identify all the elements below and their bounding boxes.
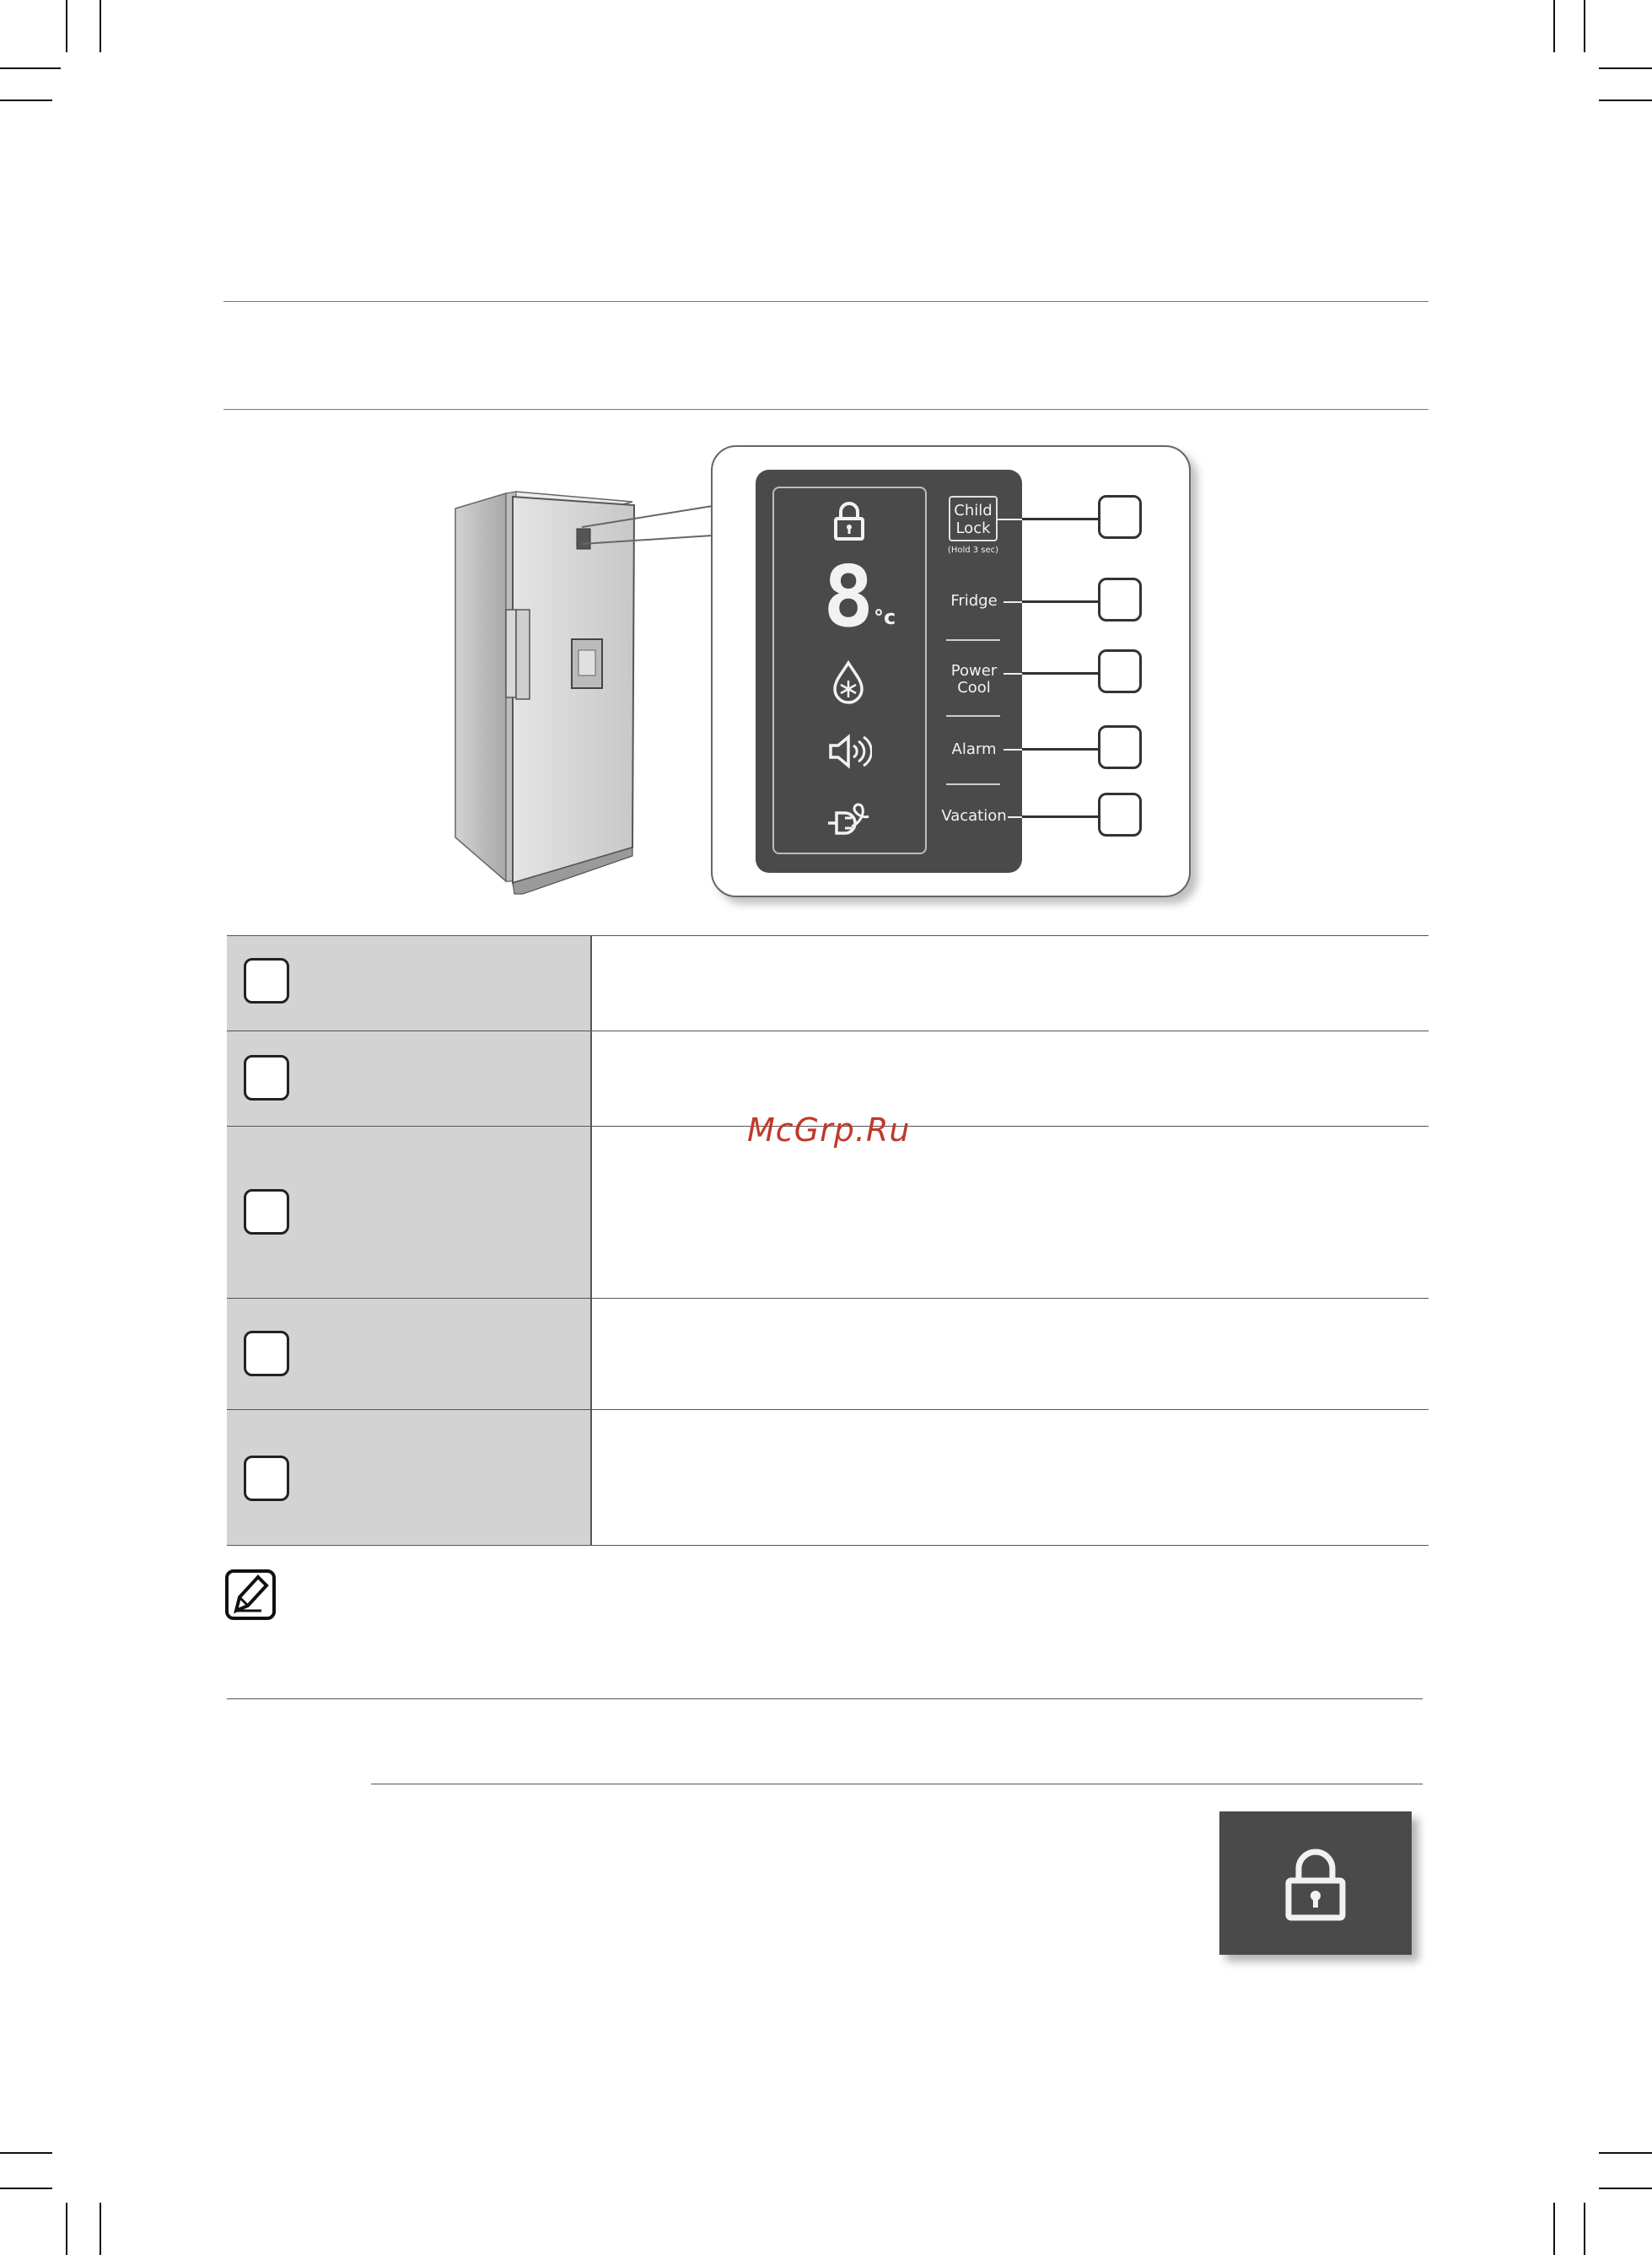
leader-line <box>1022 748 1103 751</box>
leader-line <box>998 519 1022 520</box>
table-column-divider <box>590 935 592 1545</box>
table-row-2-number-box <box>244 1055 289 1101</box>
alarm-button[interactable]: Alarm <box>951 740 997 758</box>
crop-mark <box>1553 2203 1555 2255</box>
zoom-lines <box>582 502 717 552</box>
fridge-button[interactable]: Fridge <box>950 592 998 610</box>
crop-mark <box>1553 0 1555 52</box>
table-row-1-number-box <box>244 958 289 1004</box>
table-rule <box>227 935 1429 936</box>
crop-mark <box>1584 0 1585 52</box>
callout-box-3 <box>1098 649 1142 693</box>
crop-mark <box>100 0 101 52</box>
leader-line <box>1022 600 1103 603</box>
leader-line <box>1022 815 1103 818</box>
callout-box-1 <box>1098 495 1142 539</box>
temperature-digit: 8 <box>823 547 874 646</box>
vacation-button[interactable]: Vacation <box>941 807 1007 825</box>
power-cool-button-line2[interactable]: Cool <box>957 679 991 697</box>
crop-mark <box>100 2203 101 2255</box>
callout-box-5 <box>1098 793 1142 837</box>
callout-box-2 <box>1098 578 1142 622</box>
child-lock-label-line2: Lock <box>955 519 991 537</box>
watermark: McGrp.Ru <box>747 1111 911 1149</box>
crop-mark <box>0 2152 52 2154</box>
button-separator <box>946 783 1000 785</box>
table-rule <box>227 1545 1429 1546</box>
leader-line <box>1022 518 1103 520</box>
crop-mark <box>1599 67 1652 69</box>
crop-mark <box>66 0 67 52</box>
note-icon <box>224 1569 278 1623</box>
leader-line <box>1008 816 1022 818</box>
alarm-speaker-icon <box>828 734 872 769</box>
temperature-unit: °c <box>874 605 896 629</box>
button-separator <box>946 715 1000 717</box>
leader-line <box>1004 601 1022 603</box>
callout-box-4 <box>1098 725 1142 769</box>
leader-line <box>1022 672 1103 675</box>
table-row-3-number-box <box>244 1189 289 1235</box>
power-cool-icon <box>831 660 865 704</box>
child-lock-label-line1: Child <box>954 502 993 519</box>
leader-line <box>1004 749 1022 751</box>
crop-mark <box>1599 100 1652 101</box>
table-row-4-number-box <box>244 1331 289 1376</box>
child-lock-hint: (Hold 3 sec) <box>947 546 999 555</box>
table-rule <box>227 1298 1429 1299</box>
table-row-5-number-box <box>244 1456 289 1501</box>
crop-mark <box>66 2203 67 2255</box>
button-separator <box>946 639 1000 641</box>
lock-icon <box>832 500 866 542</box>
crop-mark <box>1599 2152 1652 2154</box>
section-rule <box>227 1698 1423 1699</box>
crop-mark <box>0 67 61 69</box>
power-cool-button-line1[interactable]: Power <box>950 662 998 680</box>
lock-icon <box>1283 1847 1348 1923</box>
table-rule <box>227 1409 1429 1410</box>
header-rule-top <box>223 301 1429 302</box>
leader-line <box>1004 673 1022 675</box>
crop-mark <box>0 2188 52 2189</box>
header-rule-bottom <box>223 409 1429 410</box>
crop-mark <box>1599 2188 1652 2189</box>
crop-mark <box>0 100 52 101</box>
vacation-plug-icon <box>826 801 872 838</box>
crop-mark <box>1584 2203 1585 2255</box>
